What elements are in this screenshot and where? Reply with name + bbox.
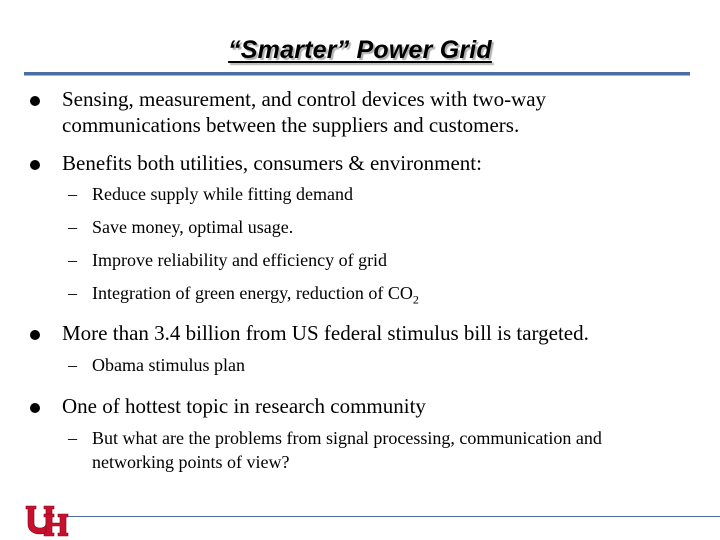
bullet-text: More than 3.4 billion from US federal stimulus bill is targeted. [62,321,589,345]
bullet-dot-icon [30,160,40,170]
bullet-dot-icon [30,96,40,106]
dash-icon: – [68,283,77,303]
bullet-dot-icon [30,403,40,413]
sub-bullet-item [68,353,684,377]
bullet-dot-icon [30,330,40,340]
sub-bullet-text: Improve reliability and efficiency of grid [92,250,388,270]
uh-logo-icon [24,500,70,540]
dash-icon: – [68,217,77,237]
sub-bullet-text: Obama stimulus plan [92,355,245,375]
bullet-text: Sensing, measurement, and control devices with two-way communications between the suppliers and customers. [62,87,547,137]
sub-bullet-text [92,281,684,312]
dash-icon: – [68,428,77,448]
slide-title: “Smarter” Power Grid [228,36,492,64]
sub-bullet-item [68,426,684,474]
dash-icon: – [68,355,77,375]
bullet-item [24,150,684,176]
dash-icon: – [68,184,77,204]
bullet-text: One of hottest topic in research community [62,394,426,418]
sub-bullet-text: Reduce supply while fitting demand [92,184,353,204]
title-divider [24,72,690,76]
subscript-2: 2 [412,292,419,307]
sub-bullet-item [68,182,684,206]
sub-bullet-item [68,281,684,312]
bullet-text: Benefits both utilities, consumers & environment: [62,151,482,175]
bullet-item [24,320,684,346]
dash-icon: – [68,250,77,270]
sub-bullet-item [68,248,684,272]
footer-divider [64,516,720,517]
bullet-item [24,393,684,419]
sub-bullet-item [68,215,684,239]
sub-bullet-text: But what are the problems from signal processing, communication and networking points of view? [92,428,602,472]
bullet-item [24,86,684,138]
sub-bullet-text: Save money, optimal usage. [92,217,294,237]
sub-bullet-text-main: Integration of green energy, reduction of CO [92,283,413,303]
